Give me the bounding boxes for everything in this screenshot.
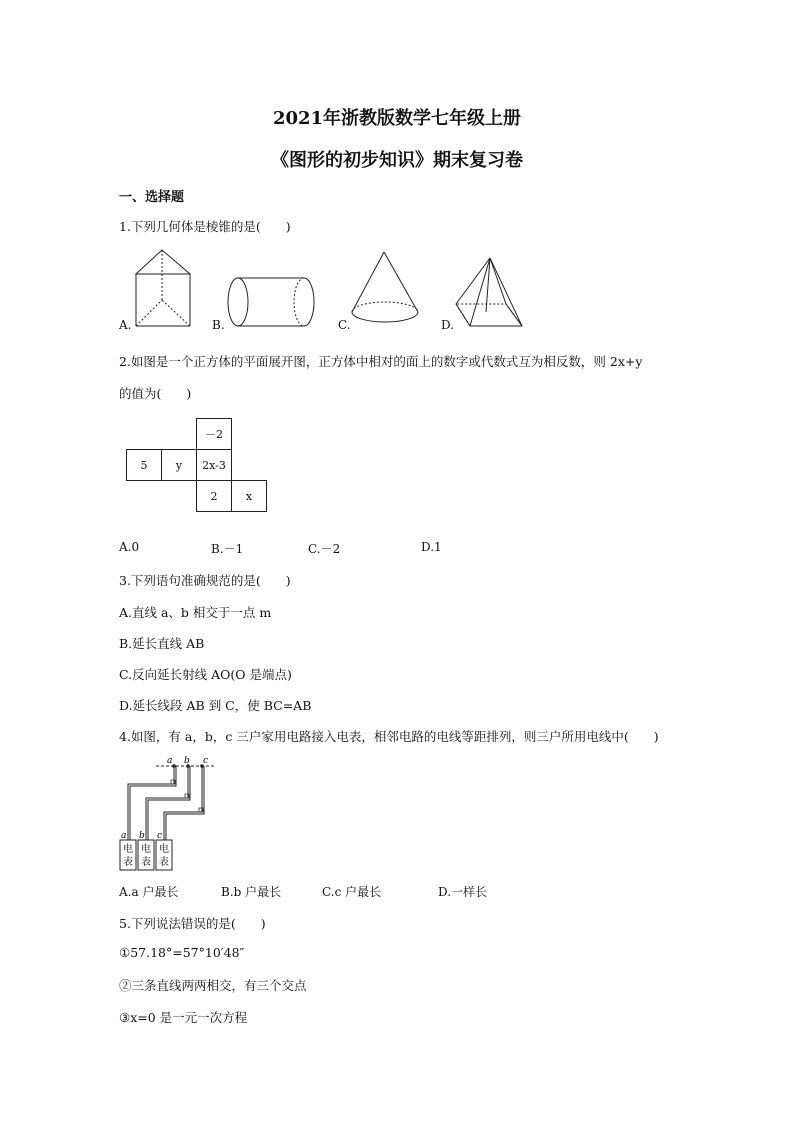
q5-statement-2: ②三条直线两两相交，有三个交点 (119, 978, 307, 993)
figure-cone (348, 250, 422, 328)
question-4-stem: 4.如图，有 a，b，c 三户家用电路接入电表，相邻电路的电线等距排列，则三户所用电线中( ) (119, 729, 659, 744)
doc-title-line1: 2021年浙教版数学七年级上册 (272, 108, 522, 129)
cube-net-diagram (126, 418, 267, 512)
q5-statement-3: ③x=0 是一元一次方程 (119, 1010, 248, 1025)
question-5-stem: 5.下列说法错误的是( ) (119, 916, 266, 931)
figure-cylinder (226, 276, 318, 330)
net-cell-left1: 5 (127, 450, 162, 481)
net-cell-bottom: 2 (197, 481, 232, 512)
q4-option-a: A.a 户最长 (119, 885, 179, 899)
bottom-label-a: a (121, 831, 127, 841)
q1-option-c: C. (338, 318, 351, 332)
q2-option-c: C.－2 (308, 542, 341, 556)
net-cell-center: 2x-3 (197, 450, 232, 481)
q1-option-b: B. (212, 318, 225, 332)
figure-triangular-prism (132, 248, 194, 330)
top-label-b: b (184, 756, 190, 766)
q3-option-a: A.直线 a、b 相交于一点 m (119, 605, 272, 620)
q4-option-b: B.b 户最长 (221, 885, 282, 899)
bottom-label-c: c (157, 831, 163, 841)
section-heading: 一、选择题 (119, 190, 185, 205)
q2-option-d: D.1 (421, 540, 442, 554)
doc-title-line2: 《图形的初步知识》期末复习卷 (271, 150, 523, 171)
q2-option-b: B.－1 (211, 542, 244, 556)
meter-c-label: 电表 (159, 844, 169, 868)
q4-option-c: C.c 户最长 (322, 885, 382, 899)
meter-a-label: 电表 (123, 844, 133, 868)
q2-option-a: A.0 (119, 540, 140, 554)
q3-option-d: D.延长线段 AB 到 C，使 BC=AB (119, 698, 312, 713)
q5-statement-1: ①57.18°=57°10′48″ (119, 945, 245, 960)
q1-option-a: A. (119, 318, 132, 332)
meter-b-label: 电表 (141, 844, 151, 868)
q3-option-c: C.反向延长射线 AO(O 是端点) (119, 667, 292, 682)
bottom-label-b: b (139, 831, 145, 841)
net-cell-left2: y (162, 450, 197, 481)
question-2-stem-line2: 的值为( ) (119, 386, 192, 401)
top-label-a: a (167, 756, 173, 766)
q4-option-d: D.一样长 (438, 885, 488, 899)
net-cell-top: －2 (197, 419, 232, 450)
q3-option-b: B.延长直线 AB (119, 636, 205, 651)
figure-pyramid (452, 256, 526, 330)
question-3-stem: 3.下列语句准确规范的是( ) (119, 573, 291, 588)
net-cell-right: x (232, 481, 267, 512)
question-2-stem-line1: 2.如图是一个正方体的平面展开图，正方体中相对的面上的数字或代数式互为相反数，则 2x+y (119, 354, 643, 369)
q1-option-d: D. (441, 318, 455, 332)
top-label-c: c (203, 756, 209, 766)
question-1-stem: 1.下列几何体是棱锥的是( ) (119, 219, 291, 234)
